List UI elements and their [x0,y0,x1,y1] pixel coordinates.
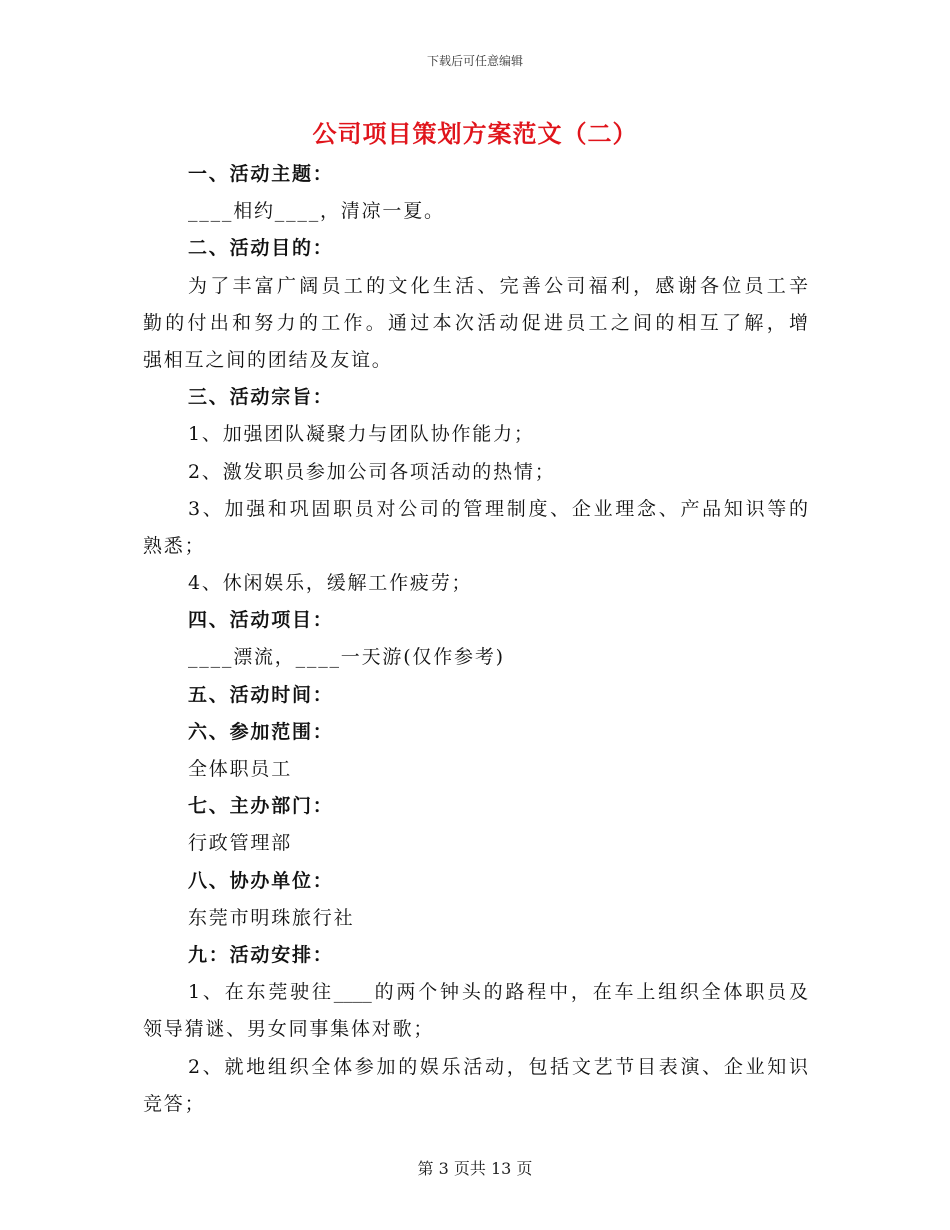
body-line: 领导猜谜、男女同事集体对歌； [143,1018,435,1041]
list-item: 2、激发职员参加公司各项活动的热情； [188,460,556,483]
body-line: 勤的付出和努力的工作。通过本次活动促进员工之间的相互了解，增 [143,311,808,334]
body-line: 全体职员工 [188,758,293,780]
list-item: 2、就地组织全体参加的娱乐活动，包括文艺节目表演、企业知识 [188,1055,808,1078]
body-line: ____相约____，清凉一夏。 [188,200,445,223]
section-heading-organizer: 七、主办部门： [188,795,334,818]
body-line: 为了丰富广阔员工的文化生活、完善公司福利，感谢各位员工辛 [188,274,808,297]
list-item: 4、休闲娱乐，缓解工作疲劳； [188,572,473,595]
body-line: 东莞市明珠旅行社 [188,906,355,929]
list-item: 3、加强和巩固职员对公司的管理制度、企业理念、产品知识等的 [188,497,808,520]
section-heading-theme: 一、活动主题： [188,163,334,185]
body-line: 竞答； [143,1092,206,1115]
section-heading-scope: 六、参加范围： [188,720,334,743]
section-heading-tenet: 三、活动宗旨： [188,386,334,409]
document-title: 公司项目策划方案范文（二） [312,119,638,148]
body-line: ____漂流，____一天游(仅作参考) [188,646,505,669]
section-heading-co-organizer: 八、协办单位： [188,869,334,892]
header-note: 下载后可任意编辑 [426,54,523,68]
list-item: 1、加强团队凝聚力与团队协作能力； [188,423,535,446]
list-item: 1、在东莞驶往____的两个钟头的路程中，在车上组织全体职员及 [188,981,808,1004]
section-heading-schedule: 九：活动安排： [188,943,334,966]
section-heading-time: 五、活动时间： [188,683,334,706]
page-number-footer: 第 3 页共 13 页 [417,1159,533,1178]
body-line: 行政管理部 [188,832,293,855]
section-heading-projects: 四、活动项目： [188,609,334,632]
body-line: 熟悉； [143,534,206,557]
body-line: 强相互之间的团结及友谊。 [143,348,393,371]
document-body [143,156,808,1123]
section-heading-purpose: 二、活动目的： [188,237,334,260]
